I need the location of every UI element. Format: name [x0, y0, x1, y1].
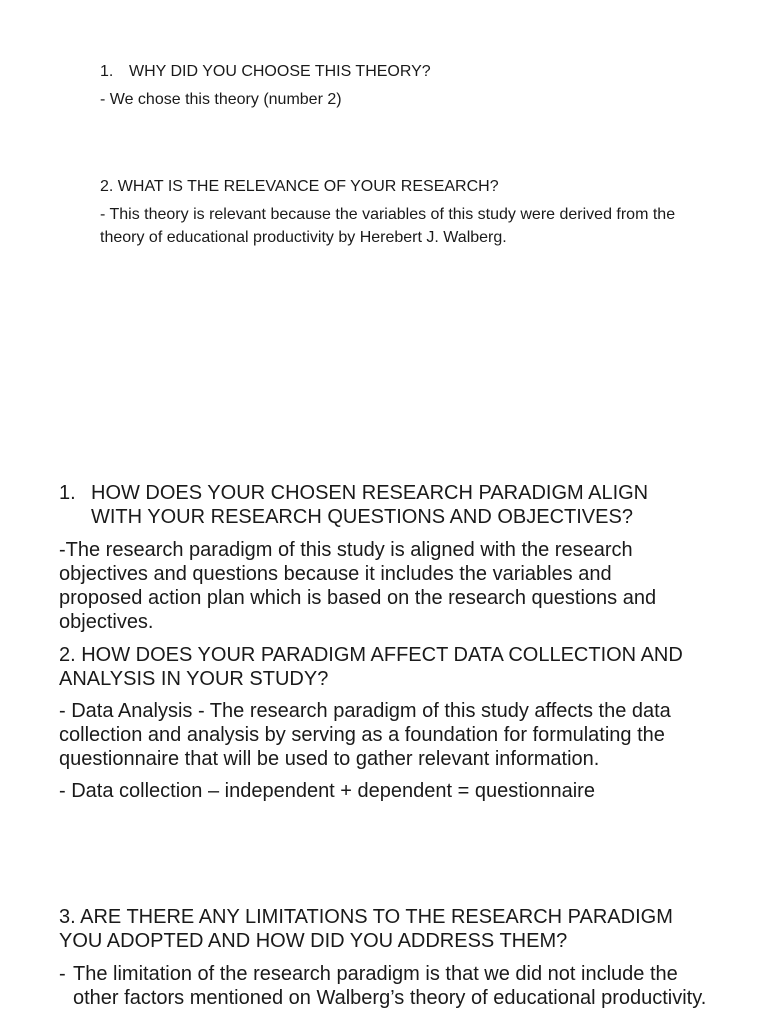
question-3-limitations: 3. ARE THERE ANY LIMITATIONS TO THE RESEARCH PARADIGM YOU ADOPTED AND HOW DID YOU ADDRESS THEM? — [59, 906, 673, 952]
answer-1-why-theory: - We chose this theory (number 2) — [100, 91, 342, 108]
question-1-paradigm-align — [59, 481, 699, 529]
answer-dash: - — [59, 963, 66, 985]
answer-3-limitations — [59, 962, 719, 1010]
answer-text: The limitation of the research paradigm is that we did not include the other factors mentioned on Walberg’s theory of educational productivity. — [73, 963, 707, 1009]
question-2-relevance: 2. WHAT IS THE RELEVANCE OF YOUR RESEARCH? — [100, 178, 499, 195]
answer-2-relevance: - This theory is relevant because the variables of this study were derived from the theory of educational productivity by Herebert J. Walberg. — [100, 206, 676, 246]
answer-2-data-collection: - Data collection – independent + dependent = questionnaire — [59, 780, 595, 802]
question-number: 1. — [59, 482, 76, 504]
answer-2-data-analysis: - Data Analysis - The research paradigm of this study affects the data collection and analysis by serving as a foundation for formulating the questionnaire that will be used to gather relevant information. — [59, 700, 671, 770]
question-1-why-theory — [100, 60, 660, 83]
answer-1-paradigm-align: -The research paradigm of this study is aligned with the research objectives and questions because it includes the variables and proposed action plan which is based on the research questions and objectives. — [59, 539, 657, 633]
question-text: WHY DID YOU CHOOSE THIS THEORY? — [129, 63, 431, 80]
question-2-data-collection: 2. HOW DOES YOUR PARADIGM AFFECT DATA COLLECTION AND ANALYSIS IN YOUR STUDY? — [59, 644, 683, 690]
question-number: 1. — [100, 63, 114, 80]
question-text: HOW DOES YOUR CHOSEN RESEARCH PARADIGM ALIGN WITH YOUR RESEARCH QUESTIONS AND OBJECTIVES? — [91, 482, 649, 528]
